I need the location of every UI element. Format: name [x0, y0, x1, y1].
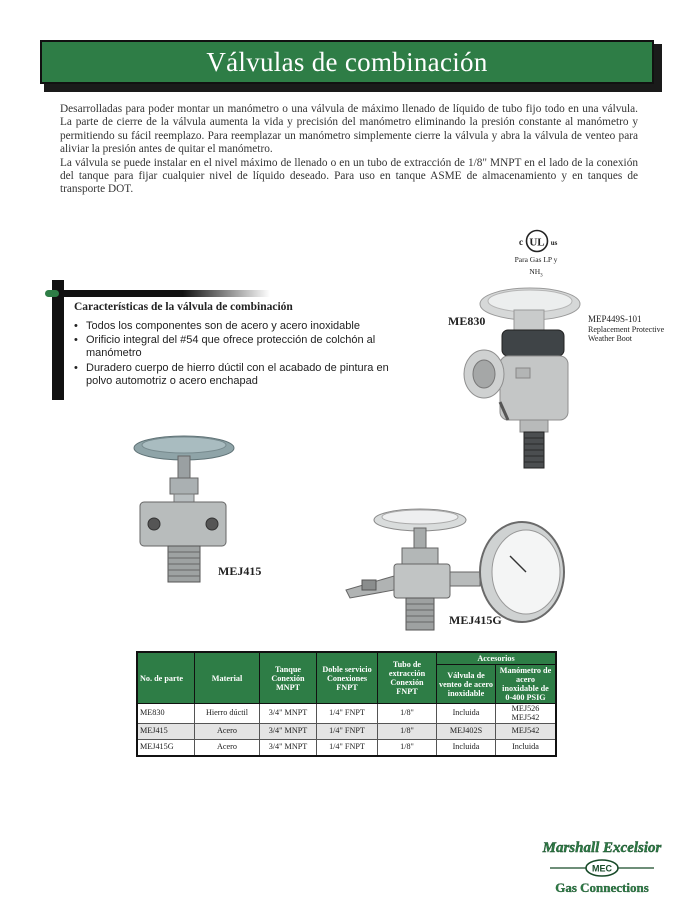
cell-gauge: Incluida [496, 740, 557, 757]
intro-paragraph-1: Desarrolladas para poder montar un manómetro o una válvula de máximo llenado de líquido de tubo fijo todo en una válvula. La parte de cierre de la válvula aumenta la vida y precisión del manómetro eliminando la presión constante al manómetro y permitiendo su fácil reemplazo. Para reemplazar un manómetro simplemente cierre la válvula y abra la válvula de venteo para aliviar la presión antes de quitar el manómetro. [60, 103, 638, 156]
ul-certification-icon [512, 228, 562, 254]
boot-desc-line1: Replacement Protective [588, 324, 665, 334]
cell-vent: Incluida [437, 740, 496, 757]
mej415-label: MEJ415 [218, 564, 262, 578]
ul-mark-text: UL [529, 236, 545, 249]
features-item: • Orificio integral del #54 que ofrece protección de colchón al manómetro [74, 334, 376, 360]
mej415-valve-image [128, 428, 238, 586]
header-gauge: Manómetro de acero inoxidable de 0-400 PSIG [496, 665, 557, 704]
cell-dip: 1/8" [378, 704, 437, 724]
cell-dual: 1/4" FNPT [317, 704, 378, 724]
bullet-icon: • [74, 320, 78, 332]
me830-label: ME830 [448, 314, 486, 328]
ul-mark-us: us [550, 239, 558, 247]
specifications-table [136, 651, 557, 757]
cell-gauge: MEJ542 [496, 724, 557, 740]
logo-line2: Gas Connections [555, 880, 649, 895]
cell-vent: Incluida [437, 704, 496, 724]
header-dual: Doble servicio Conexiones FNPT [317, 652, 378, 704]
cell-vent: MEJ402S [437, 724, 496, 740]
features-item: • Todos los componentes son de acero y acero inoxidable [74, 320, 360, 332]
boot-desc-line2: Weather Boot [588, 334, 633, 343]
cell-part: ME830 [137, 704, 195, 724]
features-bar-horizontal [52, 290, 270, 297]
intro-paragraph-2: La válvula se puede instalar en el nivel máximo de llenado o en un tubo de extracción de 1/8" MNPT en el lado de la conexión del tanque para fijar cualquier nivel de líquido deseado. Para uso en tanque ASME de almacenamiento y en tanques de transporte DOT. [60, 156, 638, 196]
cell-part: MEJ415 [137, 724, 195, 740]
cell-material: Acero [195, 740, 260, 757]
cell-dip: 1/8" [378, 724, 437, 740]
cell-gauge: MEJ526 MEJ542 [496, 704, 557, 724]
page-title: Válvulas de combinación [206, 46, 488, 77]
table-row [137, 740, 556, 757]
cell-dual: 1/4" FNPT [317, 724, 378, 740]
cell-dip: 1/8" [378, 740, 437, 757]
cell-material: Hierro dúctil [195, 704, 260, 724]
table-header-row [137, 652, 556, 665]
boot-code: MEP449S-101 [588, 314, 642, 324]
cell-tank: 3/4" MNPT [260, 740, 317, 757]
table-row [137, 704, 556, 724]
bullet-icon: • [74, 334, 78, 347]
header-part-no: No. de parte [137, 652, 195, 704]
table-row [137, 724, 556, 740]
certification-note-line2: $NH_3$ [529, 267, 543, 279]
certification-note-line1: Para Gas LP y [514, 255, 558, 264]
features-title: Características de la válvula de combinación [74, 301, 293, 313]
title-banner [40, 40, 654, 84]
mej415g-label: MEJ415G [449, 613, 502, 627]
certification-note [498, 254, 574, 283]
header-tank: Tanque Conexión MNPT [260, 652, 317, 704]
cell-material: Acero [195, 724, 260, 740]
intro-text [60, 103, 638, 197]
header-dip: Tubo de extracción Conexión FNPT [378, 652, 437, 704]
features-item: • Duradero cuerpo de hierro dúctil con el acabado de pintura en polvo automotriz o acero enchapad [74, 361, 389, 387]
features-bar-vertical [52, 280, 64, 400]
header-material: Material [195, 652, 260, 704]
header-accessories: Accesorios [437, 652, 557, 665]
features-accent [45, 290, 59, 297]
cell-tank: 3/4" MNPT [260, 704, 317, 724]
logo-line1: Marshall Excelsior [542, 840, 662, 856]
features-list [72, 320, 402, 389]
cell-dual: 1/4" FNPT [317, 740, 378, 757]
ul-mark-c: c [519, 237, 523, 247]
bullet-icon: • [74, 361, 78, 374]
boot-note [588, 315, 684, 344]
me830-valve-image [462, 282, 586, 474]
marshall-excelsior-logo [536, 830, 668, 898]
header-vent: Válvula de venteo de acero inoxidable [437, 665, 496, 704]
cell-part: MEJ415G [137, 740, 195, 757]
logo-emblem: MEC [592, 863, 612, 874]
cell-tank: 3/4" MNPT [260, 724, 317, 740]
